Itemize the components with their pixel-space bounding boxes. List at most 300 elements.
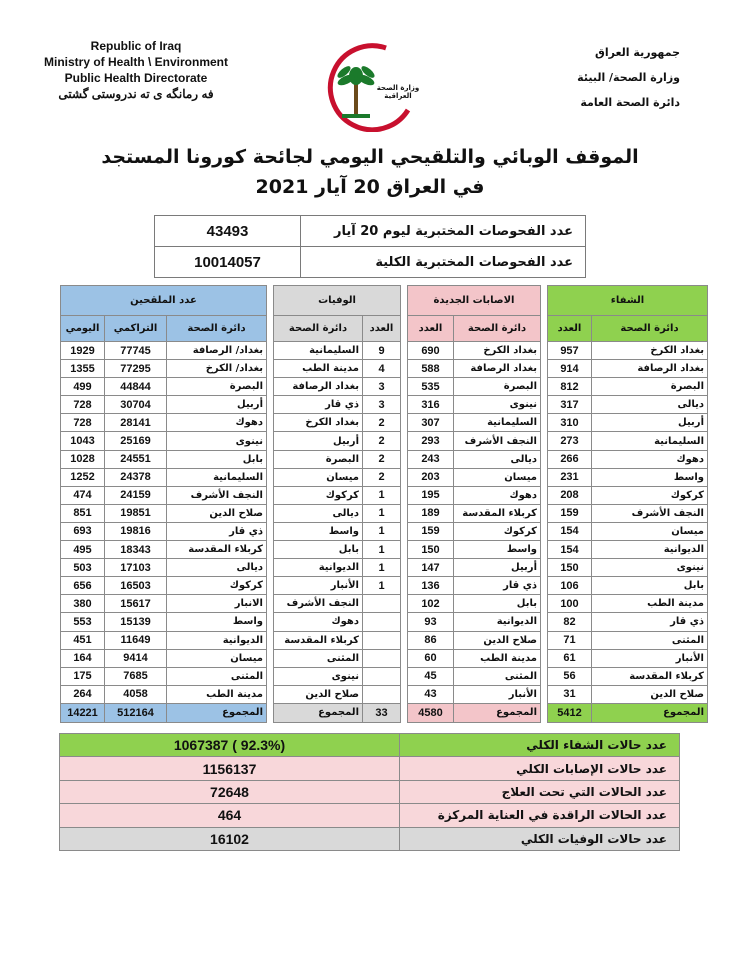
district-cell: بغداد/ الكرخ [167,360,267,378]
summary-label: عدد حالات الشفاء الكلي [400,734,680,757]
header-ar-line: وزارة الصحة/ البيئة [577,71,680,84]
cumulative-cell: 77745 [105,342,167,360]
table-row [548,342,708,360]
table-row [61,577,267,595]
district-cell: النجف الأشرف [167,486,267,504]
table-row [274,522,401,540]
total-cumulative-value: 512164 [105,703,167,722]
table-row [61,613,267,631]
table-row [408,595,541,613]
district-cell: الأنبار [274,577,363,595]
count-cell [363,595,401,613]
table-row [61,595,267,613]
table-row [548,378,708,396]
table-row [548,468,708,486]
table-row [61,541,267,559]
table-row [61,559,267,577]
count-cell: 93 [408,613,454,631]
count-cell: 293 [408,432,454,450]
district-cell: ميسان [592,522,708,540]
daily-tests-label: عدد الفحوصات المختبرية ليوم 20 آيار [301,216,586,247]
table-row [61,504,267,522]
cumulative-cell: 19851 [105,504,167,522]
count-cell: 2 [363,414,401,432]
cumulative-cell: 16503 [105,577,167,595]
col-name-header: دائرة الصحة [167,316,267,342]
district-cell: واسط [167,613,267,631]
summary-value: 72648 [60,780,400,803]
table-row [408,631,541,649]
daily-cell: 503 [61,559,105,577]
table-row [61,631,267,649]
table-row [61,450,267,468]
district-cell: صلاح الدين [592,685,708,703]
header-en-line: Ministry of Health \ Environment [43,55,229,69]
count-cell: 31 [548,685,592,703]
table-row [408,396,541,414]
district-cell: البصرة [274,450,363,468]
count-cell: 3 [363,378,401,396]
table-row [61,522,267,540]
count-cell: 957 [548,342,592,360]
cumulative-cell: 30704 [105,396,167,414]
table-row [274,432,401,450]
deaths-table [273,285,401,723]
table-row [548,649,708,667]
table-row [548,685,708,703]
cumulative-cell: 4058 [105,685,167,703]
count-cell: 154 [548,522,592,540]
count-cell: 208 [548,486,592,504]
count-cell [363,685,401,703]
district-cell: السليمانية [274,342,363,360]
district-cell: واسط [454,541,541,559]
table-row [408,486,541,504]
count-cell: 203 [408,468,454,486]
table-row [61,486,267,504]
table-row [61,378,267,396]
col-cumulative-header: التراكمي [105,316,167,342]
district-cell: بغداد الرصافة [274,378,363,396]
table-row [408,685,541,703]
count-cell: 2 [363,450,401,468]
district-cell: السليمانية [592,432,708,450]
count-cell: 914 [548,360,592,378]
district-cell: ديالى [167,559,267,577]
district-cell: نينوى [274,667,363,685]
table-row [274,685,401,703]
total-row [408,703,541,722]
district-cell: ذي قار [274,396,363,414]
table-row [408,613,541,631]
table-row [548,486,708,504]
cumulative-cell: 9414 [105,649,167,667]
district-cell: واسط [592,468,708,486]
new-cases-table [407,285,541,723]
table-row [408,541,541,559]
header-ar-line: جمهورية العراق [595,46,680,59]
recovered-table [547,285,708,723]
district-cell: صلاح الدين [454,631,541,649]
district-cell: دهوك [592,450,708,468]
table-row [548,414,708,432]
table-row [548,595,708,613]
district-cell: ميسان [454,468,541,486]
table-row [61,360,267,378]
table-row [408,667,541,685]
count-cell: 317 [548,396,592,414]
table-row [408,504,541,522]
table-row [408,649,541,667]
table-row [548,631,708,649]
district-cell: ميسان [274,468,363,486]
daily-cell: 1043 [61,432,105,450]
table-row [548,613,708,631]
daily-cell: 164 [61,649,105,667]
cumulative-cell: 11649 [105,631,167,649]
table-row [548,504,708,522]
count-cell: 1 [363,541,401,559]
summary-value: 1067387 ( 92.3%) [60,734,400,757]
summary-value: 16102 [60,827,400,850]
count-cell [363,667,401,685]
cumulative-cell: 24159 [105,486,167,504]
table-row [274,396,401,414]
cumulative-cell: 15139 [105,613,167,631]
col-count-header: العدد [363,316,401,342]
district-cell: المثنى [167,667,267,685]
cumulative-cell: 19816 [105,522,167,540]
header-ku-line: فه رمانگه ى ته ندروستى گشتى [58,87,214,101]
table-row [274,559,401,577]
daily-cell: 728 [61,414,105,432]
table-row [408,378,541,396]
summary-row [60,804,680,827]
cumulative-cell: 28141 [105,414,167,432]
district-cell: ديالى [454,450,541,468]
header-ar-line: دائرة الصحة العامة [580,96,680,109]
table-row [274,360,401,378]
district-cell: مدينة الطب [454,649,541,667]
table-row [408,522,541,540]
daily-cell: 264 [61,685,105,703]
table-row [61,396,267,414]
district-cell: بابل [592,577,708,595]
table-row [408,360,541,378]
cumulative-cell: 17103 [105,559,167,577]
count-cell: 106 [548,577,592,595]
district-cell: أربيل [454,559,541,577]
new-cases-title: الاصابات الجديدة [408,286,541,316]
cumulative-cell: 24551 [105,450,167,468]
summary-label: عدد الحالات الراقدة في العناية المركزة [400,804,680,827]
district-cell: بغداد/ الرصافة [167,342,267,360]
district-cell: كربلاء المقدسة [274,631,363,649]
daily-cell: 553 [61,613,105,631]
total-row [61,703,267,722]
count-cell: 43 [408,685,454,703]
daily-cell: 495 [61,541,105,559]
district-cell: أربيل [167,396,267,414]
count-cell: 310 [548,414,592,432]
count-cell: 1 [363,559,401,577]
summary-value: 1156137 [60,757,400,780]
count-cell: 86 [408,631,454,649]
count-cell: 1 [363,577,401,595]
daily-tests-row [155,216,586,247]
daily-cell: 693 [61,522,105,540]
table-row [61,649,267,667]
district-cell: الأنبار [592,649,708,667]
table-row [408,414,541,432]
district-cell: بغداد الكرخ [454,342,541,360]
table-row [548,432,708,450]
table-row [274,450,401,468]
count-cell: 189 [408,504,454,522]
vaccinated-title: عدد الملقحين [61,286,267,316]
table-row [61,342,267,360]
col-name-header: دائرة الصحة [592,316,708,342]
district-cell: بغداد الكرخ [592,342,708,360]
total-row [274,703,401,722]
total-tests-label: عدد الفحوصات المختبرية الكلية [301,247,586,278]
count-cell: 231 [548,468,592,486]
count-cell: 307 [408,414,454,432]
report-title: الموقف الوبائي والتلقيحي اليومي لجائحة كورونا المستجد [101,146,639,168]
count-cell: 535 [408,378,454,396]
district-cell: السليمانية [454,414,541,432]
count-cell: 243 [408,450,454,468]
district-cell: دهوك [454,486,541,504]
daily-cell: 175 [61,667,105,685]
summary-row [60,780,680,803]
table-row [548,667,708,685]
table-row [548,559,708,577]
district-cell: ذي قار [592,613,708,631]
table-row [274,613,401,631]
arabic-header [577,40,680,115]
count-cell [363,649,401,667]
table-row [274,631,401,649]
table-row [548,396,708,414]
table-row [274,342,401,360]
table-row [274,504,401,522]
table-row [274,468,401,486]
count-cell: 159 [408,522,454,540]
count-cell [363,631,401,649]
district-cell: أربيل [274,432,363,450]
district-cell: نينوى [167,432,267,450]
count-cell: 60 [408,649,454,667]
district-cell: النجف الأشرف [454,432,541,450]
count-cell: 9 [363,342,401,360]
cumulative-cell: 7685 [105,667,167,685]
daily-cell: 1355 [61,360,105,378]
count-cell: 154 [548,541,592,559]
count-cell: 136 [408,577,454,595]
count-cell: 812 [548,378,592,396]
table-row [408,342,541,360]
summary-value: 464 [60,804,400,827]
district-cell: صلاح الدين [274,685,363,703]
cumulative-cell: 15617 [105,595,167,613]
table-row [408,432,541,450]
count-cell [363,613,401,631]
deaths-title: الوفيات [274,286,401,316]
header-en-line: Public Health Directorate [64,71,208,85]
count-cell: 266 [548,450,592,468]
district-cell: أربيل [592,414,708,432]
daily-cell: 728 [61,396,105,414]
daily-tests-value: 43493 [155,216,301,247]
district-cell: بغداد الرصافة [592,360,708,378]
count-cell: 147 [408,559,454,577]
col-count-header: العدد [548,316,592,342]
district-cell: المثنى [274,649,363,667]
district-cell: كركوك [274,486,363,504]
daily-cell: 474 [61,486,105,504]
total-label: المجموع [592,703,708,722]
district-cell: نينوى [592,559,708,577]
col-daily-header: اليومي [61,316,105,342]
total-value: 4580 [408,703,454,722]
table-row [548,450,708,468]
daily-cell: 380 [61,595,105,613]
count-cell: 45 [408,667,454,685]
summary-label: عدد حالات الإصابات الكلي [400,757,680,780]
count-cell: 61 [548,649,592,667]
cumulative-cell: 77295 [105,360,167,378]
count-cell: 1 [363,522,401,540]
daily-cell: 499 [61,378,105,396]
count-cell: 2 [363,432,401,450]
summary-row [60,827,680,850]
summary-row [60,734,680,757]
count-cell: 2 [363,468,401,486]
vaccinated-table [60,285,267,723]
total-tests-row [155,247,586,278]
header-en-line: Republic of Iraq [90,39,182,53]
count-cell: 102 [408,595,454,613]
district-cell: بابل [454,595,541,613]
district-cell: دهوك [167,414,267,432]
district-cell: الأنبار [454,685,541,703]
district-cell: واسط [274,522,363,540]
total-label: المجموع [454,703,541,722]
daily-cell: 451 [61,631,105,649]
count-cell: 82 [548,613,592,631]
district-cell: ديالى [274,504,363,522]
count-cell: 71 [548,631,592,649]
district-cell: البصرة [592,378,708,396]
table-row [274,577,401,595]
district-cell: النجف الأشرف [592,504,708,522]
table-row [274,541,401,559]
total-daily-value: 14221 [61,703,105,722]
district-cell: كربلاء المقدسة [592,667,708,685]
district-cell: صلاح الدين [167,504,267,522]
col-name-header: دائرة الصحة [274,316,363,342]
count-cell: 56 [548,667,592,685]
district-cell: كربلاء المقدسة [167,541,267,559]
table-row [274,486,401,504]
count-cell: 100 [548,595,592,613]
daily-cell: 851 [61,504,105,522]
count-cell: 3 [363,396,401,414]
total-value: 33 [363,703,401,722]
district-cell: الانبار [167,595,267,613]
table-row [61,685,267,703]
district-cell: كركوك [167,577,267,595]
table-row [274,414,401,432]
col-name-header: دائرة الصحة [454,316,541,342]
table-row [274,595,401,613]
district-cell: دهوك [274,613,363,631]
table-row [61,667,267,685]
table-row [61,432,267,450]
district-cell: الديوانية [592,541,708,559]
district-cell: الديوانية [454,613,541,631]
count-cell: 4 [363,360,401,378]
total-tests-value: 10014057 [155,247,301,278]
total-row [548,703,708,722]
daily-cell: 1028 [61,450,105,468]
district-cell: البصرة [454,378,541,396]
report-date: في العراق 20 آيار 2021 [255,176,485,198]
recovered-title: الشفاء [548,286,708,316]
lab-tests-table [154,215,586,278]
table-row [274,378,401,396]
district-cell: نينوى [454,396,541,414]
table-row [274,649,401,667]
summary-table [59,733,680,851]
summary-label: عدد الحالات التي تحت العلاج [400,780,680,803]
col-count-header: العدد [408,316,454,342]
table-row [408,559,541,577]
district-cell: كركوك [592,486,708,504]
table-row [548,522,708,540]
district-cell: بغداد الرصافة [454,360,541,378]
district-cell: الديوانية [274,559,363,577]
district-cell: مدينة الطب [274,360,363,378]
district-cell: المثنى [592,631,708,649]
district-cell: بابل [167,450,267,468]
table-row [61,414,267,432]
count-cell: 316 [408,396,454,414]
daily-cell: 1252 [61,468,105,486]
cumulative-cell: 44844 [105,378,167,396]
count-cell: 1 [363,504,401,522]
district-cell: الديوانية [167,631,267,649]
district-cell: كركوك [454,522,541,540]
daily-cell: 656 [61,577,105,595]
count-cell: 150 [408,541,454,559]
summary-label: عدد حالات الوفيات الكلي [400,827,680,850]
count-cell: 195 [408,486,454,504]
table-row [61,468,267,486]
count-cell: 273 [548,432,592,450]
total-label: المجموع [274,703,363,722]
table-row [408,468,541,486]
table-row [408,450,541,468]
table-row [548,360,708,378]
district-cell: بغداد الكرخ [274,414,363,432]
english-header [26,38,246,102]
count-cell: 1 [363,486,401,504]
total-label: المجموع [167,703,267,722]
total-value: 5412 [548,703,592,722]
district-cell: السليمانية [167,468,267,486]
